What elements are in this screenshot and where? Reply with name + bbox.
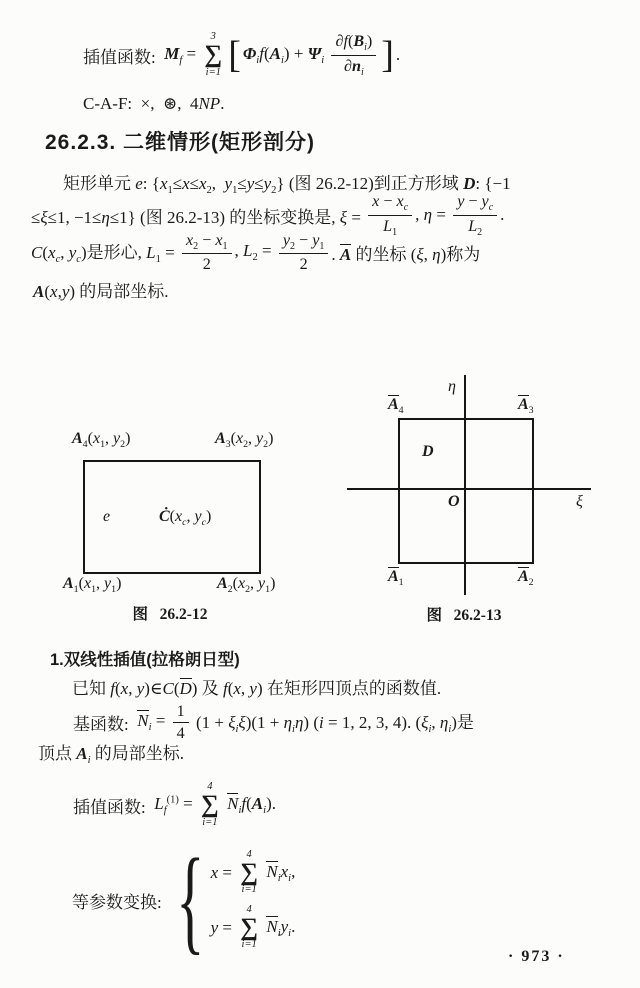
element-label-e: e	[103, 508, 111, 525]
formula-m-label: 插值函数:	[83, 47, 165, 67]
summation-symbol: 4 ∑ i=1	[201, 781, 219, 828]
basis-function-line-2: 顶点 $A_i$ 的局部坐标.	[38, 744, 185, 767]
quarter-fraction: $\frac{1}{4}$	[173, 701, 189, 744]
paragraph-line-1: 矩形单元 e: {$x_1\le x\le x_2$, $y_1\le y\le y_2$} (图 26.2-12)到正方形域 D: {−1	[63, 174, 511, 197]
paragraph-line-2: ≤ξ≤1, −1≤η≤1} (图 26.2-13) 的坐标变换是, ξ = $\frac{x - x_c}{L_1}$ , η = $\frac{y - y_c}{L_2}$ .	[31, 193, 505, 238]
figure-12-caption: 图 26.2-12	[132, 606, 208, 623]
subsection-title: 1.双线性插值(拉格朗日型)	[50, 651, 240, 669]
summation-symbol: 4 ∑ i=1	[240, 848, 259, 896]
summation-symbol: 4 ∑ i=1	[240, 903, 259, 951]
basis-function-label: 基函数:	[73, 714, 138, 734]
vertex-label-abar1: $A_1$	[388, 568, 404, 588]
y-equation-row: y = 4 ∑ i=1 $N_iy_i$.	[210, 903, 296, 951]
vertex-label-abar4: $A_4$	[388, 396, 404, 416]
period: .	[395, 45, 401, 64]
paragraph-line-4: A(x,y) 的局部坐标.	[33, 281, 169, 301]
domain-label-d: D	[422, 443, 434, 460]
eta-axis-label: η	[448, 378, 456, 395]
formula-m-terms: $\Phi_if(A_i) + \Psi_i$	[242, 43, 325, 67]
l2-fraction: $\frac{y_2 - y_1}{2}$	[279, 230, 329, 275]
open-bracket: [	[228, 34, 241, 76]
caf-text: C-A-F: ×, ⊛, 4NP.	[83, 94, 225, 113]
isoparametric-label: 等参数变换:	[72, 892, 166, 912]
paragraph-line-3: $C(x_c$, $y_c$)是形心, $L_1$ = $\frac{x_2 - x_1}{2}$ , $L_2$ = $\frac{y_2 - y_1}{2}$ . A 的坐标 (ξ, η)称为	[31, 231, 481, 273]
figure-13-caption: 图 26.2-13	[426, 607, 502, 624]
vertex-label-a4: $A_4(x_1$, $y_2$)	[72, 430, 131, 450]
x-equation-row: x = 4 ∑ i=1 $N_ix_i$,	[210, 848, 296, 896]
formula-m-lhs: $M_f$ =	[164, 43, 201, 67]
origin-label: O	[448, 493, 460, 510]
centroid-label: $Ċ(x_c$, $y_c$)	[159, 508, 212, 528]
interpolation-label: 插值函数:	[73, 797, 155, 817]
page-number: · 973 ·	[508, 948, 565, 965]
formula-m-line	[83, 26, 400, 84]
close-bracket: ]	[381, 34, 394, 76]
section-heading: 26.2.3. 二维情形(矩形剖分)	[45, 131, 316, 154]
l1-fraction: $\frac{x_2 - x_1}{2}$	[182, 230, 232, 275]
summation-symbol: 3 ∑ i=1	[204, 31, 223, 78]
vertex-label-a1: $A_1(x_1$, $y_1$)	[63, 575, 122, 595]
figure-26-2-12	[55, 428, 325, 633]
xi-axis-label: ξ	[576, 493, 583, 510]
xi-transform-fraction: $\frac{x - x_c}{L_1}$	[368, 191, 412, 238]
basis-function-line: 基函数: $N_i$ = $\frac{1}{4}$ $(1 + \xi_i\xi)(1 + \eta_i\eta)$ (i = 1, 2, 3, 4). ($\xi_i$, $\eta_i$)是	[73, 702, 474, 742]
partial-derivative-fraction: $\frac{\partial f(B_i)}{\partial n_i}$	[331, 31, 376, 78]
left-brace: {	[176, 833, 205, 965]
vertex-label-abar3: $A_3$	[518, 396, 534, 416]
eta-transform-fraction: $\frac{y - y_c}{L_2}$	[453, 191, 497, 238]
vertex-label-a2: $A_2(x_2$, $y_1$)	[217, 575, 276, 595]
known-conditions-line: 已知 f(x, y)∈C(D) 及 f(x, y) 在矩形四顶点的函数值.	[72, 678, 442, 698]
isoparametric-transform-block	[72, 833, 296, 965]
vertex-label-a3: $A_3(x_2$, $y_2$)	[215, 430, 274, 450]
interpolation-function-line: 插值函数: $L_f^{(1)}$ = 4 ∑ i=1 $N_if(A_i)$.	[73, 781, 276, 828]
caf-classification-line	[83, 93, 224, 115]
figure-26-2-13	[340, 373, 610, 633]
vertex-label-abar2: $A_2$	[518, 568, 534, 588]
equation-column	[211, 845, 296, 955]
unit-square-shape	[398, 418, 534, 564]
